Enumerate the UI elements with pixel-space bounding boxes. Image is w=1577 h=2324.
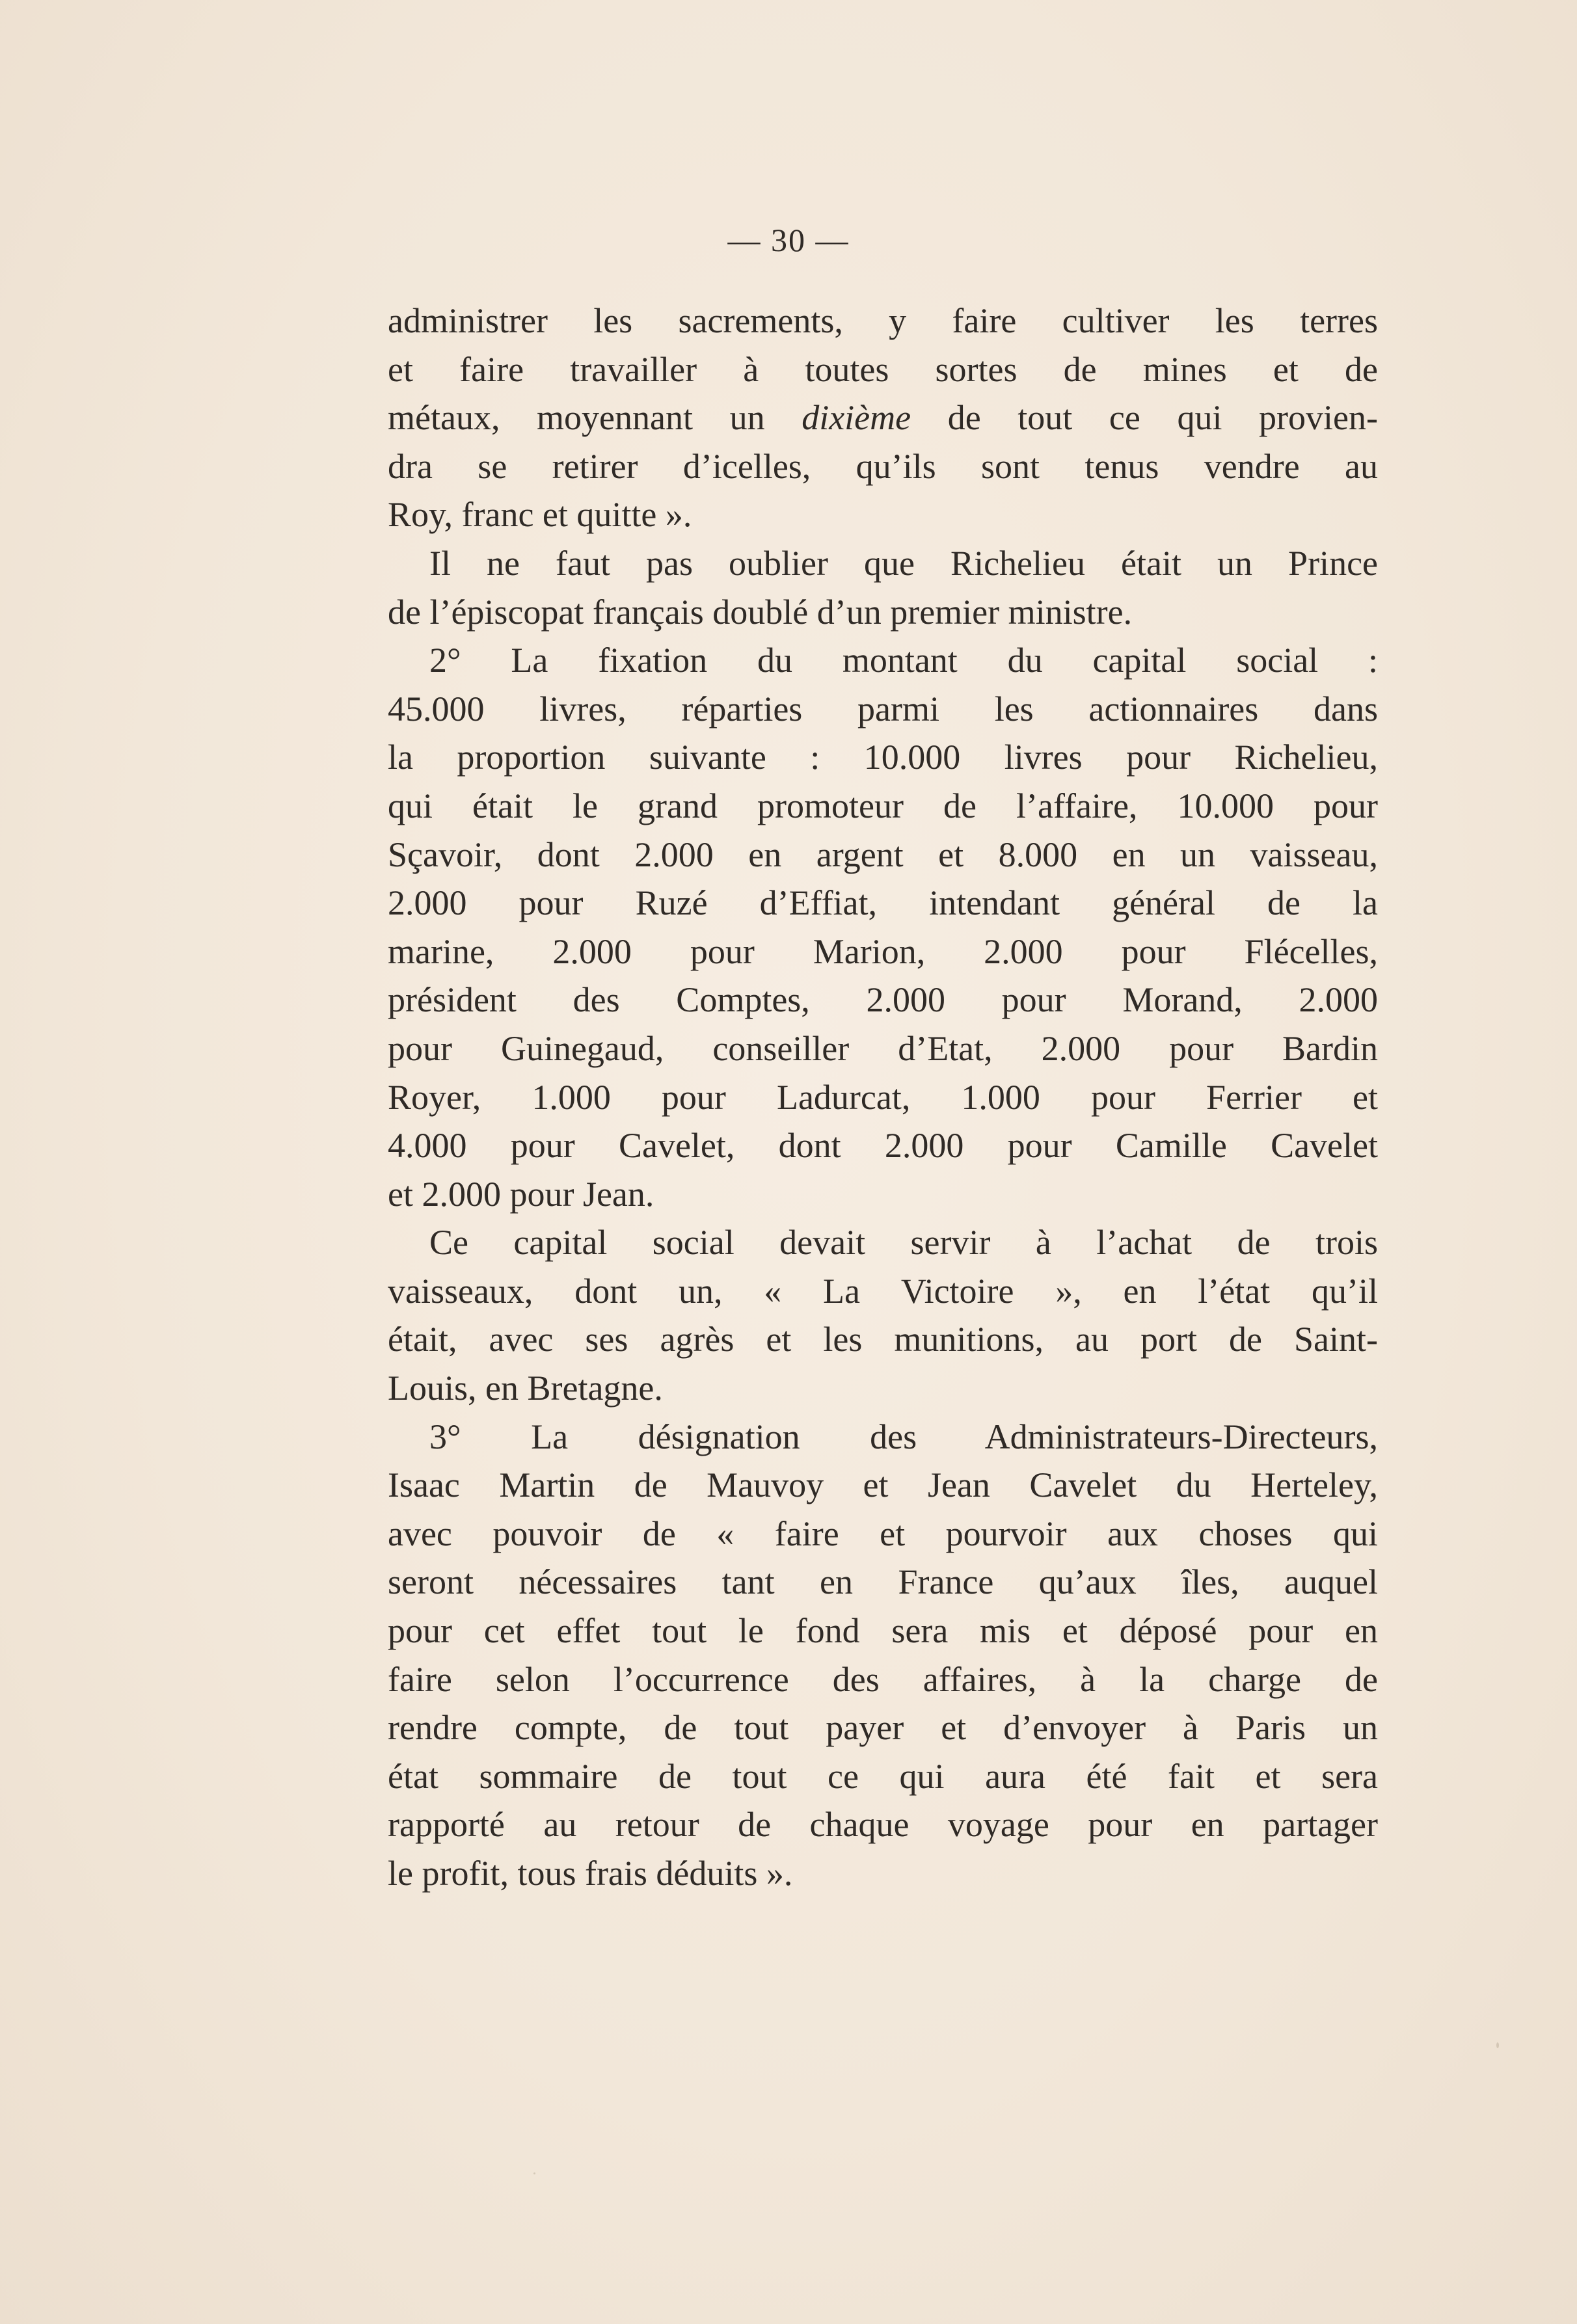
text-line: état sommaire de tout ce qui aura été fait et sera [388,1756,1378,1796]
page-number: — 30 — [727,222,850,258]
text-line: 45.000 livres, réparties parmi les actionnaires dans [388,689,1378,728]
emphasized-word: dixième [802,398,911,438]
text-line: 3° La désignation des Administrateurs-Directeurs, [429,1417,1378,1456]
text-line: président des Comptes, 2.000 pour Morand, 2.000 [388,980,1378,1020]
text-fragment: de tout ce qui provien- [911,398,1378,438]
text-line: le profit, tous frais déduits ». [388,1854,793,1893]
text-line: pour cet effet tout le fond sera mis et déposé pour en [388,1611,1378,1651]
body-text [388,297,1378,1898]
text-line [388,394,1378,442]
text-line: pour Guinegaud, conseiller d’Etat, 2.000 pour Bardin [388,1028,1378,1068]
text-line: 2° La fixation du montant du capital social : [429,641,1378,680]
text-line: Ce capital social devait servir à l’achat de trois [429,1223,1378,1262]
text-line: Roy, franc et quitte ». [388,495,692,535]
text-line: faire selon l’occurrence des affaires, à la charge de [388,1659,1378,1699]
text-line: administrer les sacrements, y faire cultiver les terres [388,301,1378,340]
text-line: rendre compte, de tout payer et d’envoyer à Paris un [388,1708,1378,1748]
text-line: avec pouvoir de « faire et pourvoir aux choses qui [388,1514,1378,1553]
paper-speck [533,2172,535,2174]
text-line: marine, 2.000 pour Marion, 2.000 pour Flécelles, [388,931,1378,971]
text-line: seront nécessaires tant en France qu’aux îles, auquel [388,1562,1378,1602]
text-line: Sçavoir, dont 2.000 en argent et 8.000 en un vaisseau, [388,835,1378,874]
text-line: et faire travailler à toutes sortes de mines et de [388,349,1378,389]
text-line: 4.000 pour Cavelet, dont 2.000 pour Camille Cavelet [388,1126,1378,1166]
text-line: dra se retirer d’icelles, qu’ils sont tenus vendre au [388,446,1378,486]
text-line: qui était le grand promoteur de l’affaire, 10.000 pour [388,786,1378,825]
text-line: 2.000 pour Ruzé d’Effiat, intendant général de la [388,883,1378,923]
text-line: rapporté au retour de chaque voyage pour en partager [388,1805,1378,1845]
text-line: Louis, en Bretagne. [388,1369,663,1408]
text-fragment: métaux, moyennant un [388,398,802,438]
text-line: et 2.000 pour Jean. [388,1174,654,1214]
text-line: de l’épiscopat français doublé d’un premier ministre. [388,592,1133,632]
text-line: Royer, 1.000 pour Ladurcat, 1.000 pour Ferrier et [388,1077,1378,1117]
text-line: Il ne faut pas oublier que Richelieu était un Prince [429,543,1378,583]
text-line: Isaac Martin de Mauvoy et Jean Cavelet du Herteley, [388,1465,1378,1505]
text-line: vaisseaux, dont un, « La Victoire », en l’état qu’il [388,1271,1378,1311]
text-line: la proportion suivante : 10.000 livres pour Richelieu, [388,738,1378,777]
paper-speck [1496,2042,1499,2048]
text-line: était, avec ses agrès et les munitions, au port de Saint- [388,1320,1378,1359]
